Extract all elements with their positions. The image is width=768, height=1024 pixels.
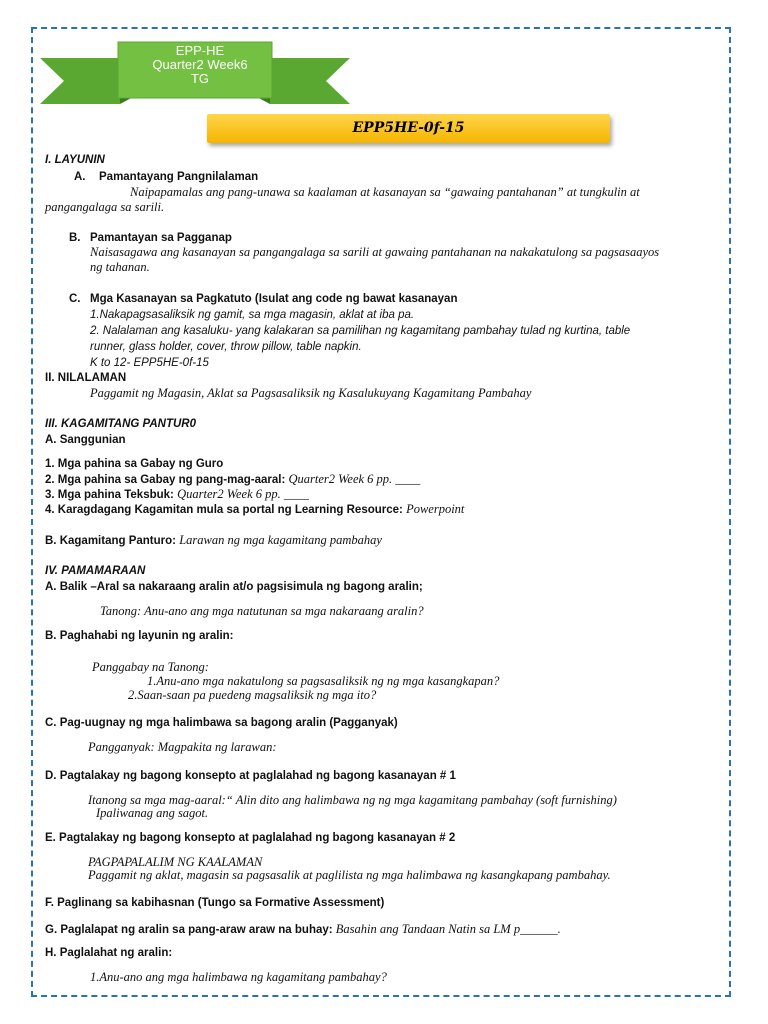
item-b-label: B. (69, 232, 81, 244)
item-b-text-1: Naisasagawa ang kasanayan sa pangangalaga sa sarili at gawaing pantahanan na nakakatulong sa pagsasaayos (90, 245, 660, 259)
item-b-title: Pamantayan sa Pagganap (90, 232, 232, 244)
sanggunian-item-1: 1. Mga pahina sa Gabay ng Guro (45, 458, 224, 470)
section-pamamaraan-title: IV. PAMAMARAAN (45, 565, 146, 577)
item-c-skill-1: 1.Nakapagsasaliksik ng gamit, sa mga magasin, aklat at iba pa. (90, 309, 415, 321)
section-kagamitang-title: III. KAGAMITANG PANTUR0 (45, 418, 196, 430)
item-c-title: Mga Kasanayan sa Pagkatuto (Isulat ang code ng bawat kasanayan (90, 293, 458, 305)
item-a-label: A. (74, 171, 86, 183)
item-c-skill-2a: 2. Nalalaman ang kasaluku- yang kalakaran sa pamilihan ng kagamitang pambahay tulad ng kurtina, table (90, 325, 631, 337)
kagamitang-panturo: B. Kagamitang Panturo: Larawan ng mga kagamitang pambahay (45, 533, 382, 547)
nilalaman-text: Paggamit ng Magasin, Aklat sa Pagsasaliksik ng Kasalukuyang Kagamitang Pambahay (90, 386, 532, 400)
item-a-text-1: Naipapamalas ang pang-unawa sa kaalaman at kasanayan sa “gawaing pantahanan” at tungkulin at (130, 185, 640, 199)
step-f-title: F. Paglinang sa kabihasnan (Tungo sa Formative Assessment) (45, 897, 385, 909)
sanggunian-item-3: 3. Mga pahina Teksbuk: Quarter2 Week 6 pp. ____ (45, 487, 309, 501)
step-b-question-1: 1.Anu-ano mga nakatulong sa pagsasaliksik ng ng mga kasangkapan? (147, 674, 500, 688)
step-a-text: Tanong: Anu-ano ang mga natutunan sa mga nakaraang aralin? (100, 604, 424, 618)
step-d-text-2: Ipaliwanag ang sagot. (96, 806, 209, 820)
item-a-title: Pamantayang Pangnilalaman (99, 171, 259, 183)
step-c-title: C. Pag-uugnay ng mga halimbawa sa bagong aralin (Pagganyak) (45, 717, 398, 729)
step-b-question-2: 2.Saan-saan pa puedeng magsaliksik ng mga ito? (128, 688, 377, 702)
ribbon-label: EPP-HE Quarter2 Week6 TG (152, 43, 248, 86)
step-e-title: E. Pagtalakay ng bagong konsepto at paglalahad ng bagong kasanayan # 2 (45, 832, 456, 844)
step-g: G. Paglalapat ng aralin sa pang-araw araw na buhay: Basahin ang Tandaan Natin sa LM p______. (45, 922, 561, 936)
step-b-title: B. Paghahabi ng layunin ng aralin: (45, 630, 234, 642)
step-d-title: D. Pagtalakay ng bagong konsepto at paglalahad ng bagong kasanayan # 1 (45, 770, 456, 782)
step-h-title: H. Paglalahat ng aralin: (45, 947, 173, 959)
step-a-title: A. Balik –Aral sa nakaraang aralin at/o pagsisimula ng bagong aralin; (45, 581, 423, 593)
item-b-text-2: ng tahanan. (90, 260, 150, 274)
step-e-text-2: Paggamit ng aklat, magasin sa pagsasalik at paglilista ng mga halimbawa ng kasangkapang pambahay. (88, 868, 611, 882)
step-c-text: Pangganyak: Magpakita ng larawan: (88, 740, 277, 754)
sanggunian-label: A. Sanggunian (45, 434, 126, 446)
item-c-skill-2b: runner, glass holder, cover, throw pillow, table napkin. (90, 341, 362, 353)
step-e-text-1: PAGPAPALALIM NG KAALAMAN (88, 855, 263, 869)
sanggunian-item-4: 4. Karagdagang Kagamitan mula sa portal ng Learning Resource: Powerpoint (45, 502, 465, 516)
step-b-text: Panggabay na Tanong: (92, 660, 209, 674)
step-h-text: 1.Anu-ano ang mga halimbawa ng kagamitang pambahay? (90, 970, 387, 984)
step-d-text-1: Itanong sa mga mag-aaral:“ Alin dito ang halimbawa ng ng mga kagamitang pambahay (soft furnishing) (88, 793, 617, 807)
sanggunian-item-2: 2. Mga pahina sa Gabay ng pang-mag-aaral: Quarter2 Week 6 pp. ____ (45, 472, 421, 486)
item-c-label: C. (69, 293, 81, 305)
item-c-code: K to 12- EPP5HE-0f-15 (90, 357, 209, 369)
section-nilalaman-title: II. NILALAMAN (45, 372, 127, 384)
code-banner-text: EPP5HE-0f-15 (352, 120, 465, 136)
code-banner (207, 114, 610, 143)
section-layunin-title: I. LAYUNIN (45, 154, 105, 166)
item-a-text-2: pangangalaga sa sarili. (45, 200, 165, 214)
